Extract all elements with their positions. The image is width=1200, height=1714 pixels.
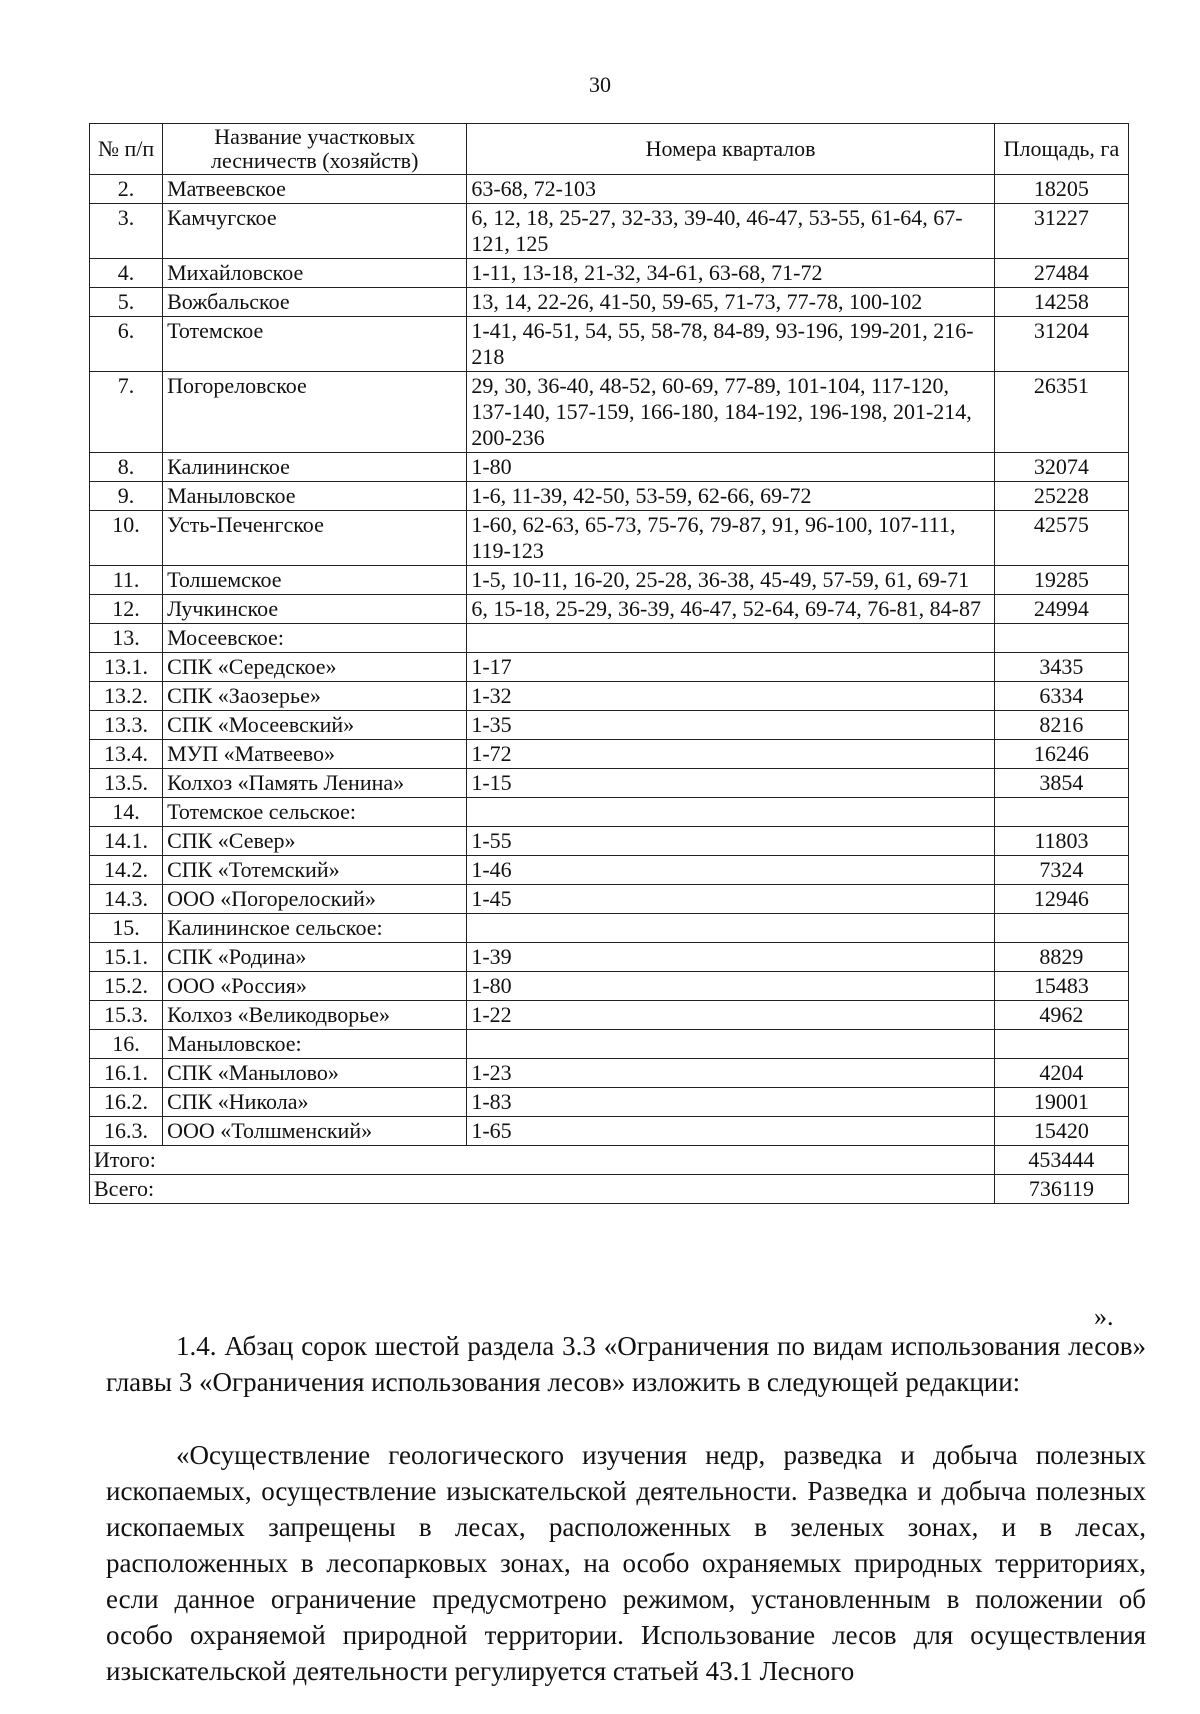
cell-name: МУП «Матвеево» (163, 740, 467, 769)
header-quarters: Номера кварталов (467, 124, 995, 175)
table-row (90, 914, 1129, 943)
cell-num: 16.2. (90, 1088, 163, 1117)
cell-name: Лучкинское (163, 595, 467, 624)
cell-area: 11803 (994, 827, 1128, 856)
cell-quarters: 6, 15-18, 25-29, 36-39, 46-47, 52-64, 69-74, 76-81, 84-87 (467, 595, 995, 624)
cell-name: Михайловское (163, 259, 467, 288)
cell-quarters: 1-32 (467, 682, 995, 711)
table-row (90, 711, 1129, 740)
cell-name: СПК «Родина» (163, 943, 467, 972)
cell-quarters: 1-45 (467, 885, 995, 914)
forest-districts-table (89, 123, 1129, 1204)
table-row (90, 740, 1129, 769)
table-row (90, 372, 1129, 453)
table-row (90, 482, 1129, 511)
cell-area: 24994 (994, 595, 1128, 624)
totals-area: 453444 (994, 1146, 1128, 1175)
table-row (90, 453, 1129, 482)
cell-name: Толшемское (163, 566, 467, 595)
cell-name: Вожбальское (163, 288, 467, 317)
cell-name: СПК «Манылово» (163, 1059, 467, 1088)
cell-name: ООО «Россия» (163, 972, 467, 1001)
cell-quarters: 63-68, 72-103 (467, 175, 995, 204)
cell-area: 27484 (994, 259, 1128, 288)
totals-label: Всего: (90, 1175, 995, 1204)
cell-quarters (467, 624, 995, 653)
cell-num: 14.3. (90, 885, 163, 914)
cell-num: 7. (90, 372, 163, 453)
cell-area: 25228 (994, 482, 1128, 511)
cell-quarters: 1-5, 10-11, 16-20, 25-28, 36-38, 45-49, 57-59, 61, 69-71 (467, 566, 995, 595)
cell-name: СПК «Никола» (163, 1088, 467, 1117)
cell-quarters (467, 798, 995, 827)
cell-quarters: 1-60, 62-63, 65-73, 75-76, 79-87, 91, 96-100, 107-111, 119-123 (467, 511, 995, 566)
table-row (90, 259, 1129, 288)
cell-area: 8829 (994, 943, 1128, 972)
cell-num: 13.1. (90, 653, 163, 682)
cell-area: 8216 (994, 711, 1128, 740)
cell-area: 3435 (994, 653, 1128, 682)
cell-quarters: 1-15 (467, 769, 995, 798)
table-row (90, 175, 1129, 204)
cell-quarters: 1-80 (467, 972, 995, 1001)
cell-name: СПК «Север» (163, 827, 467, 856)
table-row (90, 566, 1129, 595)
cell-num: 2. (90, 175, 163, 204)
cell-area: 19285 (994, 566, 1128, 595)
cell-name: Калининское (163, 453, 467, 482)
cell-num: 9. (90, 482, 163, 511)
cell-num: 8. (90, 453, 163, 482)
cell-area: 6334 (994, 682, 1128, 711)
table-row (90, 1088, 1129, 1117)
table-row (90, 1030, 1129, 1059)
cell-name: Погореловское (163, 372, 467, 453)
cell-num: 13.2. (90, 682, 163, 711)
cell-name: Тотемское сельское: (163, 798, 467, 827)
table-row (90, 288, 1129, 317)
cell-num: 15. (90, 914, 163, 943)
cell-area: 31227 (994, 204, 1128, 259)
table-row (90, 798, 1129, 827)
cell-num: 14.2. (90, 856, 163, 885)
cell-num: 14.1. (90, 827, 163, 856)
cell-num: 3. (90, 204, 163, 259)
table-row (90, 885, 1129, 914)
cell-name: Калининское сельское: (163, 914, 467, 943)
header-name: Название участковых лесничеств (хозяйств) (163, 124, 467, 175)
cell-area: 15420 (994, 1117, 1128, 1146)
cell-name: ООО «Погорелоский» (163, 885, 467, 914)
header-num: № п/п (90, 124, 163, 175)
cell-area: 4962 (994, 1001, 1128, 1030)
cell-num: 4. (90, 259, 163, 288)
cell-num: 10. (90, 511, 163, 566)
cell-num: 16.3. (90, 1117, 163, 1146)
cell-name: ООО «Толшменский» (163, 1117, 467, 1146)
cell-num: 5. (90, 288, 163, 317)
cell-num: 13. (90, 624, 163, 653)
cell-area: 15483 (994, 972, 1128, 1001)
totals-label: Итого: (90, 1146, 995, 1175)
cell-area: 12946 (994, 885, 1128, 914)
table-row (90, 1059, 1129, 1088)
cell-area: 3854 (994, 769, 1128, 798)
cell-num: 16.1. (90, 1059, 163, 1088)
cell-name: Усть-Печенгское (163, 511, 467, 566)
cell-area (994, 624, 1128, 653)
cell-quarters: 29, 30, 36-40, 48-52, 60-69, 77-89, 101-104, 117-120, 137-140, 157-159, 166-180, 184-192, 196-198, 201-214, 200-236 (467, 372, 995, 453)
cell-name: СПК «Тотемский» (163, 856, 467, 885)
cell-area: 4204 (994, 1059, 1128, 1088)
cell-quarters: 1-65 (467, 1117, 995, 1146)
cell-name: СПК «Середское» (163, 653, 467, 682)
cell-quarters: 1-22 (467, 1001, 995, 1030)
cell-name: Камчугское (163, 204, 467, 259)
cell-area: 32074 (994, 453, 1128, 482)
cell-quarters: 1-11, 13-18, 21-32, 34-61, 63-68, 71-72 (467, 259, 995, 288)
table-row (90, 595, 1129, 624)
cell-num: 13.5. (90, 769, 163, 798)
cell-area: 26351 (994, 372, 1128, 453)
cell-area: 16246 (994, 740, 1128, 769)
cell-num: 15.1. (90, 943, 163, 972)
cell-quarters: 1-83 (467, 1088, 995, 1117)
cell-num: 16. (90, 1030, 163, 1059)
cell-area (994, 914, 1128, 943)
cell-quarters: 1-6, 11-39, 42-50, 53-59, 62-66, 69-72 (467, 482, 995, 511)
cell-area (994, 798, 1128, 827)
cell-name: Мосеевское: (163, 624, 467, 653)
cell-quarters: 1-23 (467, 1059, 995, 1088)
cell-quarters (467, 1030, 995, 1059)
table-row (90, 511, 1129, 566)
cell-area: 14258 (994, 288, 1128, 317)
table-row (90, 769, 1129, 798)
table-row (90, 943, 1129, 972)
cell-num: 14. (90, 798, 163, 827)
table-row (90, 317, 1129, 372)
cell-quarters (467, 914, 995, 943)
table-row (90, 827, 1129, 856)
cell-num: 12. (90, 595, 163, 624)
header-area: Площадь, га (994, 124, 1128, 175)
cell-area: 18205 (994, 175, 1128, 204)
cell-num: 13.3. (90, 711, 163, 740)
cell-quarters: 1-41, 46-51, 54, 55, 58-78, 84-89, 93-196, 199-201, 216-218 (467, 317, 995, 372)
cell-quarters: 1-72 (467, 740, 995, 769)
table-row (90, 1117, 1129, 1146)
cell-quarters: 1-39 (467, 943, 995, 972)
cell-area: 19001 (994, 1088, 1128, 1117)
table-row (90, 972, 1129, 1001)
cell-name: Тотемское (163, 317, 467, 372)
cell-num: 15.2. (90, 972, 163, 1001)
table-row (90, 624, 1129, 653)
totals-row (90, 1175, 1129, 1204)
cell-name: Колхоз «Великодворье» (163, 1001, 467, 1030)
cell-area (994, 1030, 1128, 1059)
table-body (90, 175, 1129, 1204)
cell-name: СПК «Заозерье» (163, 682, 467, 711)
cell-name: Маныловское: (163, 1030, 467, 1059)
cell-name: СПК «Мосеевский» (163, 711, 467, 740)
cell-quarters: 13, 14, 22-26, 41-50, 59-65, 71-73, 77-78, 100-102 (467, 288, 995, 317)
table-row (90, 856, 1129, 885)
cell-quarters: 1-46 (467, 856, 995, 885)
cell-name: Колхоз «Память Ленина» (163, 769, 467, 798)
cell-quarters: 1-35 (467, 711, 995, 740)
amendment-text-paragraph: «Осуществление геологического изучения недр, разведка и добыча полезных ископаемых, осуществление изыскательской деятельности. Разведка и добыча полезных ископаемых запрещены в лесах, расположенных в зеленых зонах, и в лесах, расположенных в лесопарковых зонах, на особо охраняемых природных территориях, если данное ограничение предусмотрено режимом, установленным в положении об особо охраняемой природной территории. Использование лесов для осуществления изыскательской деятельности регулируется статьей 43.1 Лесного (106, 1440, 1146, 1686)
amendment-paragraph: 1.4. Абзац сорок шестой раздела 3.3 «Ограничения по видам использования лесов» главы 3 «Ограничения использования лесов» изложить в следующей редакции: (106, 1331, 1146, 1397)
cell-name: Матвеевское (163, 175, 467, 204)
page-number: 30 (589, 72, 611, 97)
cell-quarters: 1-17 (467, 653, 995, 682)
totals-area: 736119 (994, 1175, 1128, 1204)
table-row (90, 204, 1129, 259)
table-header-row (90, 124, 1129, 175)
totals-row (90, 1146, 1129, 1175)
cell-area: 7324 (994, 856, 1128, 885)
cell-area: 42575 (994, 511, 1128, 566)
cell-area: 31204 (994, 317, 1128, 372)
cell-num: 15.3. (90, 1001, 163, 1030)
cell-quarters: 6, 12, 18, 25-27, 32-33, 39-40, 46-47, 53-55, 61-64, 67-121, 125 (467, 204, 995, 259)
table-row (90, 653, 1129, 682)
cell-num: 13.4. (90, 740, 163, 769)
cell-quarters: 1-80 (467, 453, 995, 482)
cell-num: 11. (90, 566, 163, 595)
cell-quarters: 1-55 (467, 827, 995, 856)
cell-num: 6. (90, 317, 163, 372)
cell-name: Маныловское (163, 482, 467, 511)
table-row (90, 682, 1129, 711)
closing-quote: ». (1094, 1302, 1114, 1331)
table-row (90, 1001, 1129, 1030)
